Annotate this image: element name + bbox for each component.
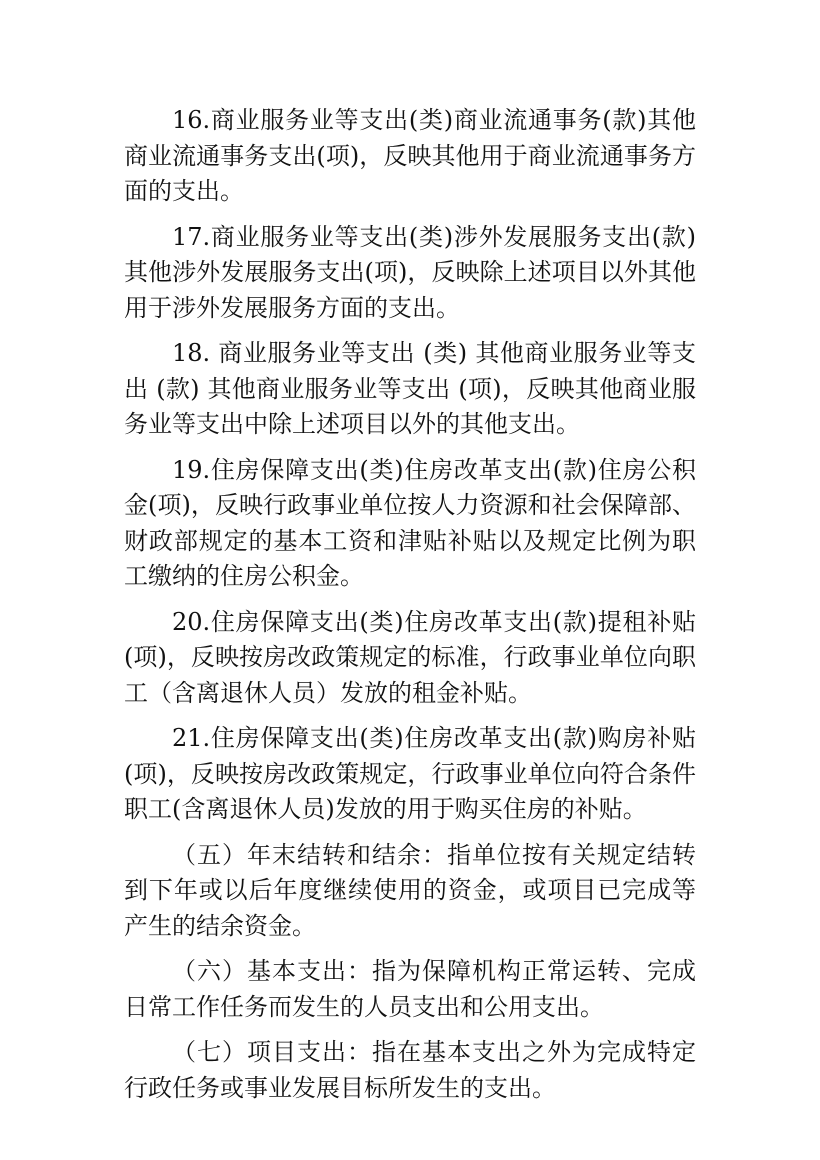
paragraph-21: 21.住房保障支出(类)住房改革支出(款)购房补贴(项)，反映按房改政策规定，行政事业单位向符合条件职工(含离退休人员)发放的用于购买住房的补贴。 (124, 724, 696, 823)
paragraph-17: 17.商业服务业等支出(类)涉外发展服务支出(款)其他涉外发展服务支出(项)，反映除上述项目以外其他用于涉外发展服务方面的支出。 (124, 222, 696, 322)
paragraph-year-end-balance: （五）年末结转和结余：指单位按有关规定结转到下年或以后年度继续使用的资金，或项目已完成等产生的结余资金。 (124, 840, 696, 940)
paragraph-project-expenditure: （七）项目支出：指在基本支出之外为完成特定行政任务或事业发展目标所发生的支出。 (124, 1038, 696, 1102)
document-body (124, 103, 696, 1116)
paragraph-18: 18. 商业服务业等支出 (类) 其他商业服务业等支出 (款) 其他商业服务业等支出 (项)，反映其他商业服务业等支出中除上述项目以外的其他支出。 (124, 339, 696, 438)
paragraph-19: 19.住房保障支出(类)住房改革支出(款)住房公积金(项)，反映行政事业单位按人力资源和社会保障部、财政部规定的基本工资和津贴补贴以及规定比例为职工缴纳的住房公积金。 (124, 455, 696, 590)
paragraph-16: 16.商业服务业等支出(类)商业流通事务(款)其他商业流通事务支出(项)，反映其他用于商业流通事务方面的支出。 (124, 106, 696, 205)
paragraph-20: 20.住房保障支出(类)住房改革支出(款)提租补贴(项)，反映按房改政策规定的标准，行政事业单位向职工（含离退休人员）发放的租金补贴。 (124, 607, 696, 707)
paragraph-basic-expenditure: （六）基本支出：指为保障机构正常运转、完成日常工作任务而发生的人员支出和公用支出。 (124, 957, 696, 1021)
